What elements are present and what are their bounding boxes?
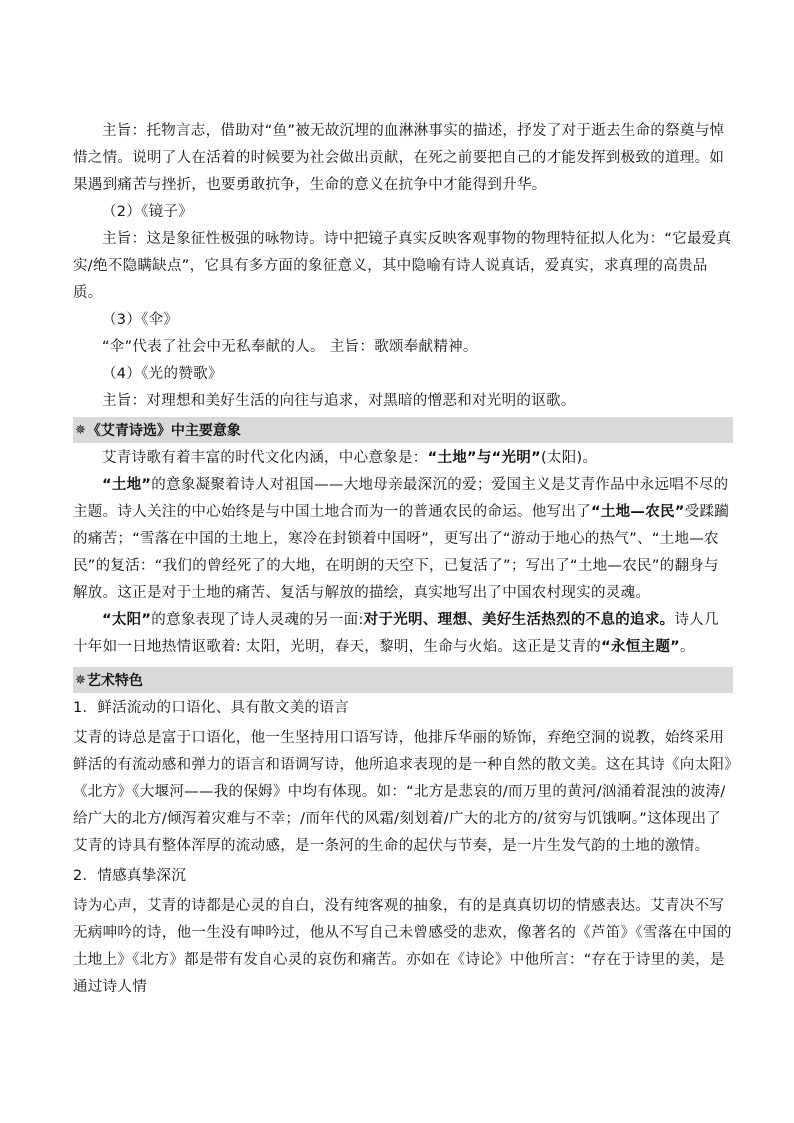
imagery-sun-note: (太阳)。 xyxy=(540,450,598,466)
section-title-art: 艺术特色 xyxy=(86,673,143,689)
theme-paragraph-ode-to-light: 主旨：对理想和美好生活的向往与追求，对黑暗的憎恶和对光明的讴歌。 xyxy=(102,393,576,409)
imagery-central-terms: “土地”与“光明” xyxy=(427,450,541,466)
land-text-1: 的意象凝聚着诗人对祖国——大地母亲最深沉的爱；爱国主义是艾青作品中永远唱不尽的主题。诗人关注的中心始终是与中国土地合而为一的普通农民的命运。他写出了 xyxy=(73,477,729,520)
theme-paragraph-mirror: 主旨：这是象征性极强的咏物诗。诗中把镜子真实反映客观事物的物理特征拟人化为：“它最爱真实/绝不隐瞒缺点”，它具有多方面的象征意义，其中隐喻有诗人说真话，爱真实，求真理的高贵品质。 xyxy=(73,231,732,301)
theme-paragraph-umbrella: “伞”代表了社会中无私奉献的人。 主旨：歌颂奉献精神。 xyxy=(102,339,478,355)
sun-text-1: 的意象表现了诗人灵魂的另一面: xyxy=(151,612,364,628)
land-text-2: 受蹂躏的痛苦；“雪落在中国的土地上，寒冷在封锁着中国呀”，更写出了“游动于地心的热气”、“土地—农民”的复活：“我们的曾经死了的大地，在明朗的天空下，已复活了”；写出了“土地—农民”的翻身与解放。这正是对于土地的痛苦、复活与解放的描绘，真实地写出了中国农村现实的灵魂。 xyxy=(73,504,730,601)
sun-text-end: 。 xyxy=(679,639,695,655)
art-feature-heading-2: 2．情感真挚深沉 xyxy=(73,868,187,884)
sun-term: “太阳” xyxy=(102,612,152,628)
theme-paragraph-fish: 主旨：托物言志，借助对“鱼”被无故沉埋的血淋淋事实的描述，抒发了对于逝去生命的祭奠与悼惜之情。说明了人在活着的时候要为社会做出贡献，在死之前要把自己的才能发挥到极致的道理。如果遇到痛苦与挫折，也要勇敢抗争，生命的意义在抗争中才能得到升华。 xyxy=(73,123,725,193)
art-feature-paragraph-2: 诗为心声，艾青的诗都是心灵的自白，没有纯客观的抽象，有的是真真切切的情感表达。艾青决不写无病呻吟的诗，他一生没有呻吟过，他从不写自己未曾感受的悲欢，像著名的《芦笛》《雪落在中国的土地上》《北方》都是带有发自心灵的哀伤和痛苦。亦如在《诗论》中他所言：“存在于诗里的美，是通过诗人情 xyxy=(73,898,732,995)
poem-heading-umbrella: （3）《伞》 xyxy=(102,312,179,328)
section-title-imagery: 《艾青诗选》中主要意象 xyxy=(86,423,241,439)
land-term: “土地” xyxy=(102,477,152,493)
sun-text-2: 诗人几十年如一日地热情讴歌着: 太阳，光明，春天，黎明，生命与火焰。这正是艾青的 xyxy=(73,612,719,655)
section-heading-art xyxy=(73,667,733,693)
land-peasant-term: “土地—农民” xyxy=(591,504,685,520)
art-feature-paragraph-1: 艾青的诗总是富于口语化，他一生坚持用口语写诗，他排斥华丽的矫饰，弃绝空洞的说教，始终采用鲜活的有流动感和弹力的语言和语调写诗，他所追求表现的是一种自然的散文美。这在其诗《向太阳》《北方》《大堰河——我的保姆》中均有体现。如：“北方是悲哀的/而万里的黄河/汹涌着混浊的波涛/给广大的北方/倾泻着灾难与不幸；/而年代的风霜/刻划着/广大的北方的/贫穷与饥饿啊。”这体现出了艾青的诗具有整体浑厚的流动感，是一条河的生命的起伏与节奏，是一片生发气韵的土地的激情。 xyxy=(73,730,732,854)
star-icon: ✵ xyxy=(75,672,86,688)
document-body xyxy=(73,118,733,1001)
sun-pursuit-text: 对于光明、理想、美好生活热烈的不息的追求。 xyxy=(363,612,675,628)
art-feature-heading-1: 1．鲜活流动的口语化、具有散文美的语言 xyxy=(73,700,349,716)
poem-heading-mirror: （2）《镜子》 xyxy=(102,204,194,220)
imagery-intro-text: 艾青诗歌有着丰富的时代文化内涵，中心意象是： xyxy=(102,450,428,466)
eternal-theme-term: “永恒主题” xyxy=(601,639,680,655)
land-imagery-paragraph xyxy=(73,472,733,607)
sun-imagery-paragraph xyxy=(73,607,733,661)
star-icon: ✵ xyxy=(75,422,86,438)
poem-heading-ode-to-light: （4）《光的赞歌》 xyxy=(102,366,223,382)
section-heading-imagery xyxy=(73,417,733,443)
imagery-intro-paragraph xyxy=(73,445,733,472)
